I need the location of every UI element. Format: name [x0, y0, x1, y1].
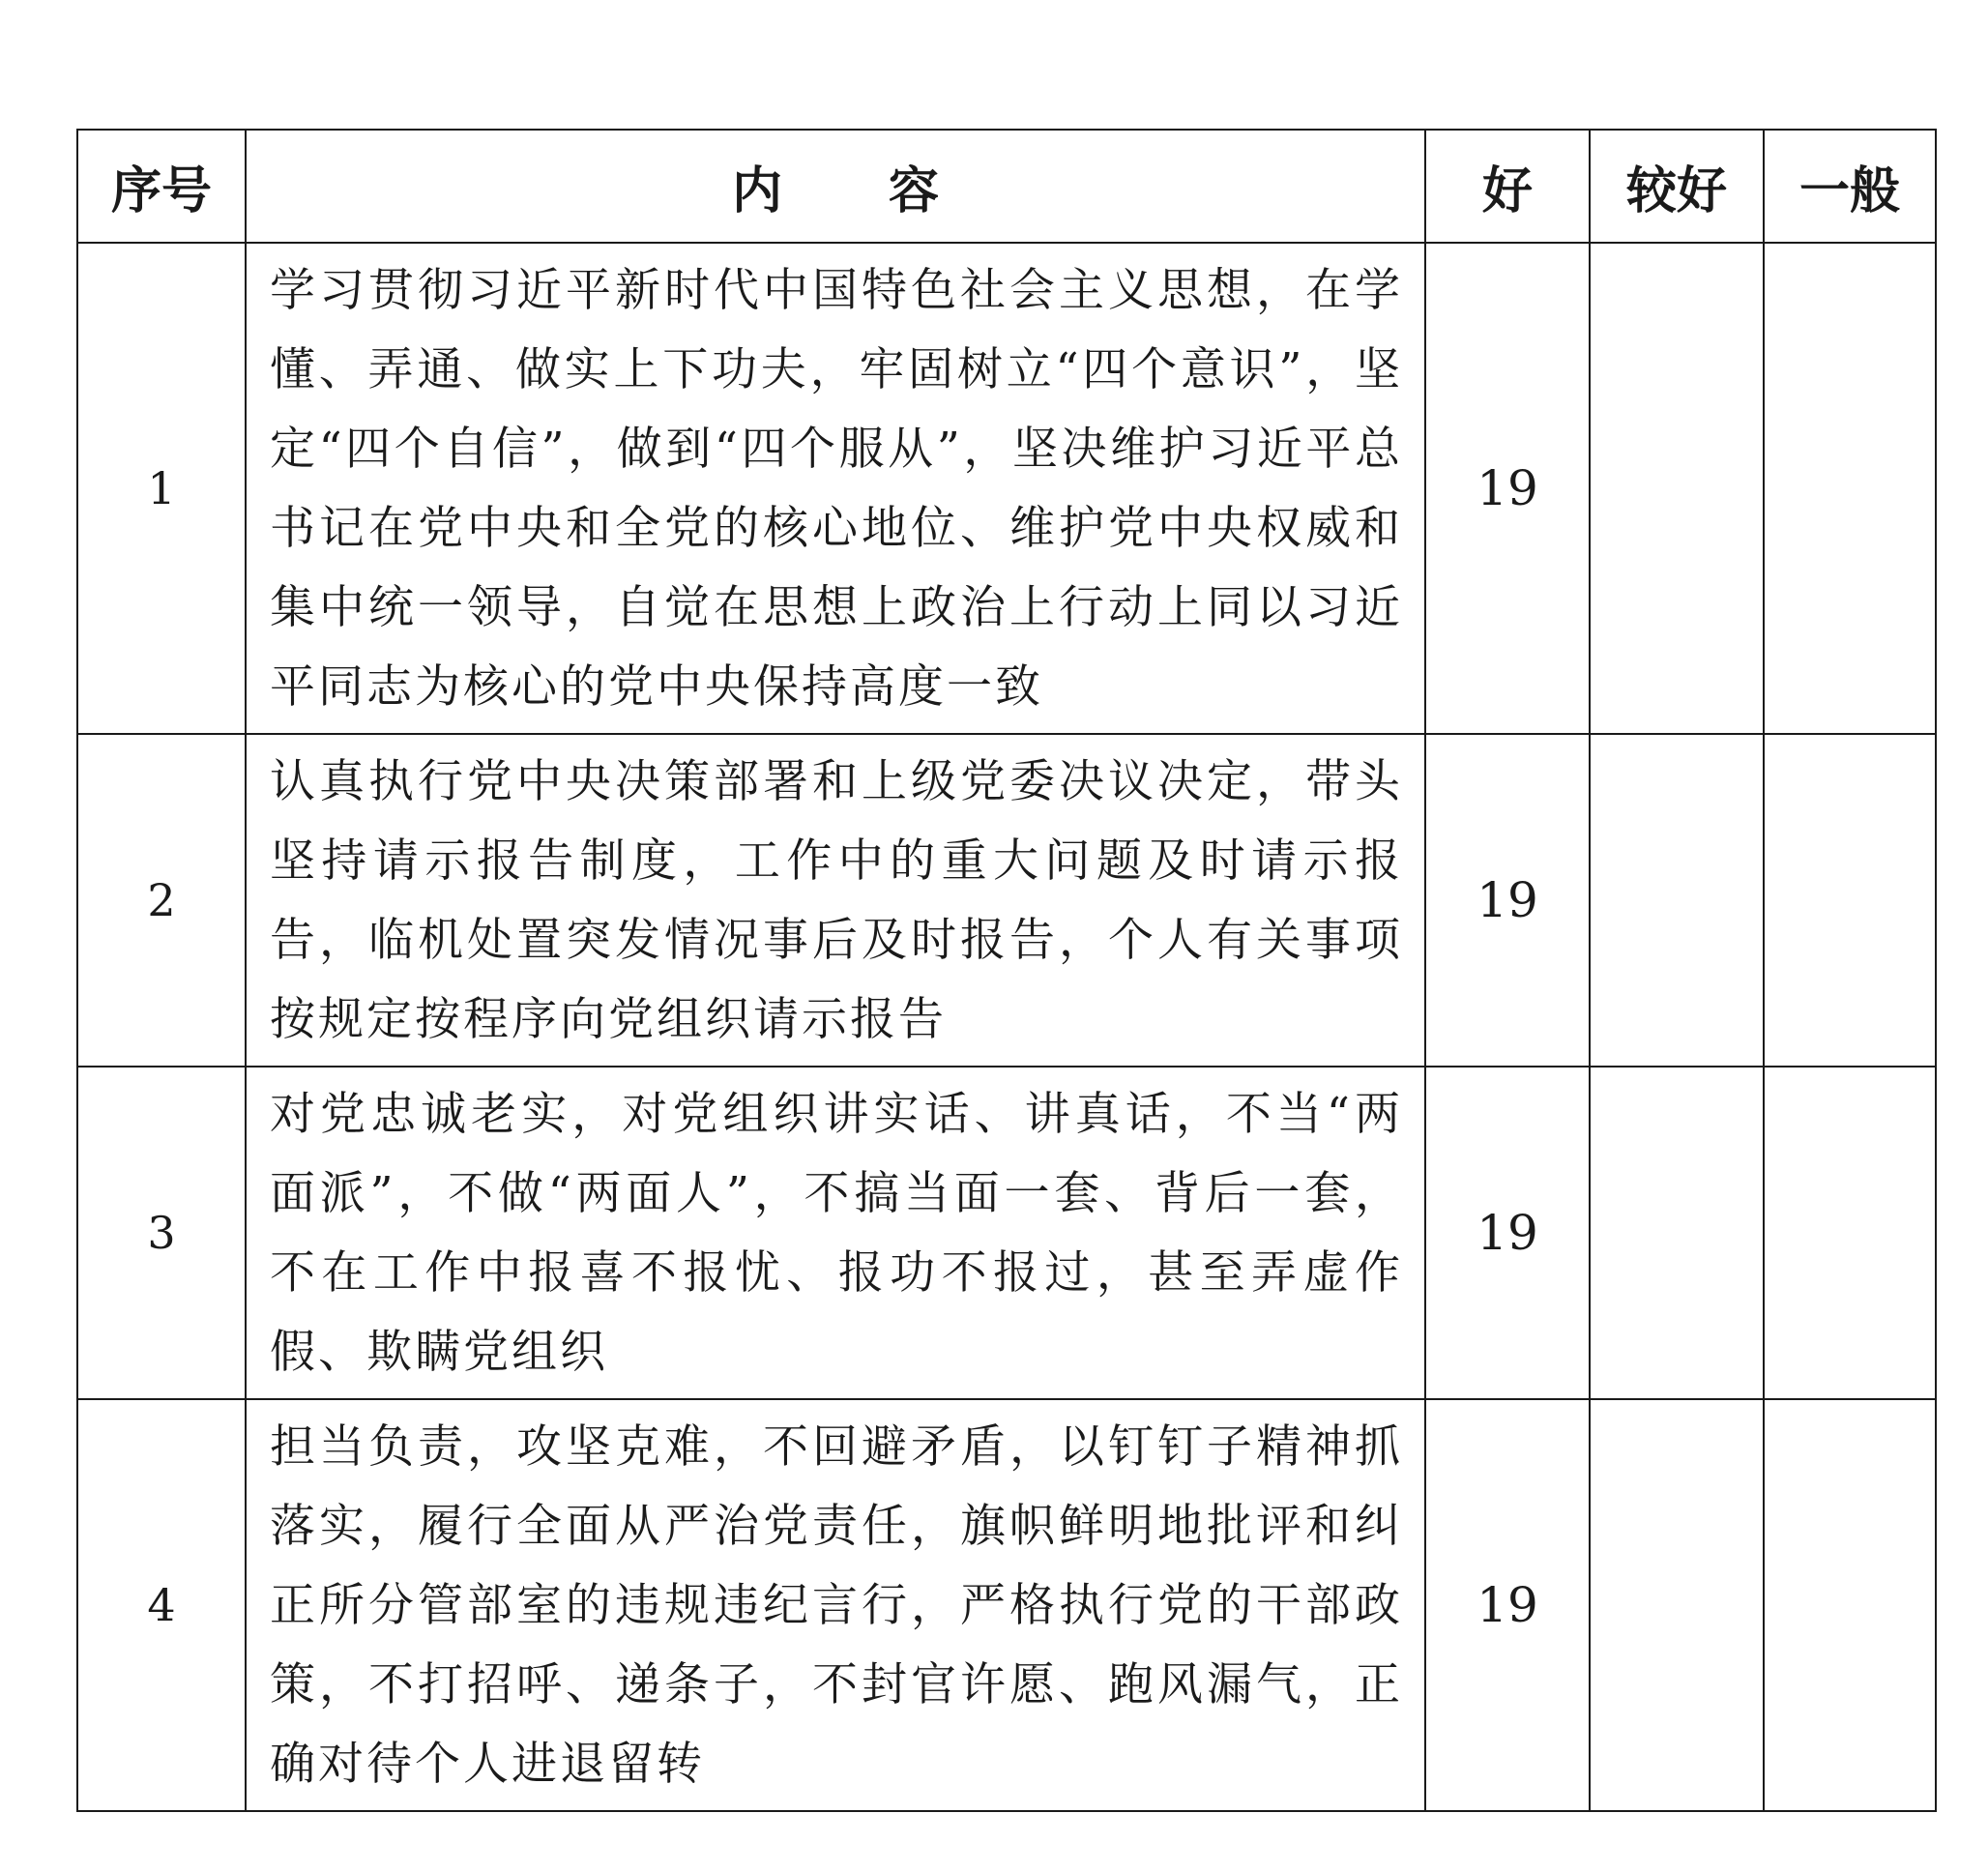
table-row [77, 1067, 1936, 1399]
table-header [77, 130, 1936, 243]
row-score-fairly-good [1590, 1067, 1764, 1399]
header-average: 一般 [1764, 130, 1936, 243]
row-score-average [1764, 734, 1936, 1067]
evaluation-table [76, 129, 1937, 1812]
table-body [77, 243, 1936, 1811]
row-index: 4 [77, 1399, 246, 1811]
row-score-fairly-good [1590, 243, 1764, 734]
header-good: 好 [1425, 130, 1590, 243]
row-score-good: 19 [1425, 243, 1590, 734]
row-score-average [1764, 1399, 1936, 1811]
row-score-good: 19 [1425, 1399, 1590, 1811]
header-fairly-good: 较好 [1590, 130, 1764, 243]
row-content: 对党忠诚老实，对党组织讲实话、讲真话，不当“两面派”，不做“两面人”，不搞当面一套、背后一套，不在工作中报喜不报忧、报功不报过，甚至弄虚作假、欺瞒党组织 [246, 1067, 1425, 1399]
row-score-average [1764, 243, 1936, 734]
table-row [77, 243, 1936, 734]
row-content: 学习贯彻习近平新时代中国特色社会主义思想，在学懂、弄通、做实上下功夫，牢固树立“四个意识”，坚定“四个自信”，做到“四个服从”，坚决维护习近平总书记在党中央和全党的核心地位、维护党中央权威和集中统一领导，自觉在思想上政治上行动上同以习近平同志为核心的党中央保持高度一致 [246, 243, 1425, 734]
row-index: 3 [77, 1067, 246, 1399]
row-index: 1 [77, 243, 246, 734]
row-score-fairly-good [1590, 734, 1764, 1067]
header-index: 序号 [77, 130, 246, 243]
header-row [77, 130, 1936, 243]
row-score-fairly-good [1590, 1399, 1764, 1811]
row-content: 担当负责，攻坚克难，不回避矛盾，以钉钉子精神抓落实，履行全面从严治党责任，旗帜鲜明地批评和纠正所分管部室的违规违纪言行，严格执行党的干部政策，不打招呼、递条子，不封官许愿、跑风漏气，正确对待个人进退留转 [246, 1399, 1425, 1811]
row-index: 2 [77, 734, 246, 1067]
table-row [77, 1399, 1936, 1811]
table-row [77, 734, 1936, 1067]
row-score-good: 19 [1425, 1067, 1590, 1399]
row-score-average [1764, 1067, 1936, 1399]
row-score-good: 19 [1425, 734, 1590, 1067]
header-content: 内容 [246, 130, 1425, 243]
row-content: 认真执行党中央决策部署和上级党委决议决定，带头坚持请示报告制度，工作中的重大问题及时请示报告，临机处置突发情况事后及时报告，个人有关事项按规定按程序向党组织请示报告 [246, 734, 1425, 1067]
